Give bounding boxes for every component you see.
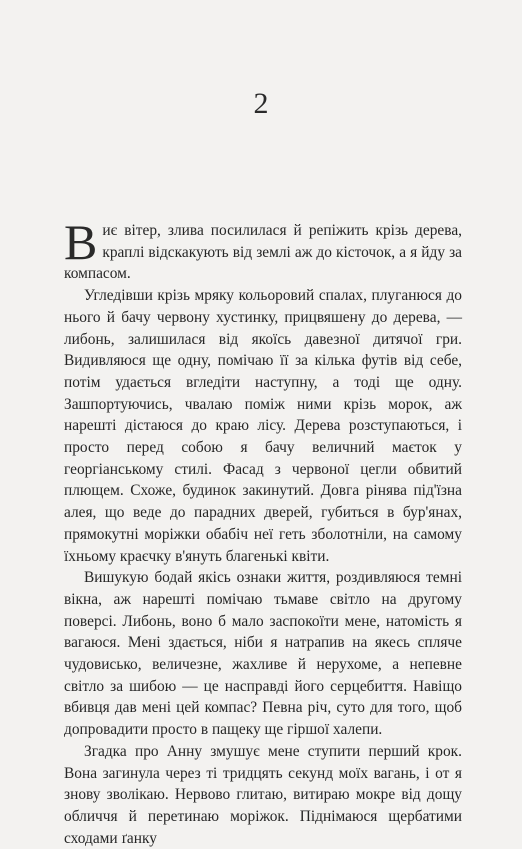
drop-cap-letter: В: [64, 214, 98, 270]
paragraph-4: Згадка про Анну змушує мене ступити перший крок. Вона загинула через ті тридцять секунд моїх вагань, і от я знову зволікаю. Нервово глитаю, витираю мокре від дощу обличчя й перетинаю моріжок. Піднімаюся щербатими сходами ґанку: [64, 742, 462, 847]
paragraph-3: Вишукую бодай якісь ознаки життя, роздивляюся темні вікна, аж нарешті помічаю тьмаве світло на другому поверсі. Либонь, воно б мало заспокоїти мене, натомість я вагаюся. Мені здається, ніби я натрапив на якесь спляче чудовисько, величезне, жахливе й нерухоме, а непевне світло за шибою — це насправді його серцебиття. Навіщо вбивця дав мені цей компас? Певна річ, суто для того, щоб допровадити просто в пащеку ще гіршої халепи.: [64, 569, 462, 739]
paragraph-1-text: иє вітер, злива посилилася й репіжить крізь дерева, краплі відскакують від землі аж до кісточок, а я йду за компасом.: [64, 222, 462, 283]
paragraph-1: [64, 214, 462, 285]
paragraph-2: Угледівши крізь мряку кольоровий спалах, плуганюся до нього й бачу червону хустинку, прицвяшену до дерева, — либонь, залишилася від якоїсь давезної дитячої гри. Видивляюся ще одну, помічаю її за кілька футів від себе, потім удається вгледіти наступну, а тоді ще одну. Зашпортуючись, чвалаю поміж ними крізь морок, аж нарешті дістаюся до краю лісу. Дерева розступаються, і просто перед собою я бачу величний маєток у георгіанському стилі. Фасад з червоної цегли обвитий плющем. Схоже, будинок закинутий. Довга рінява під'їзна алея, що веде до парадних дверей, губиться в бур'янах, прямокутні моріжки обабіч неї геть зболотніли, на самому їхньому краєчку в'януть благенькі квіти.: [64, 287, 462, 565]
chapter-number: 2: [253, 87, 269, 120]
chapter-text: [64, 214, 462, 849]
